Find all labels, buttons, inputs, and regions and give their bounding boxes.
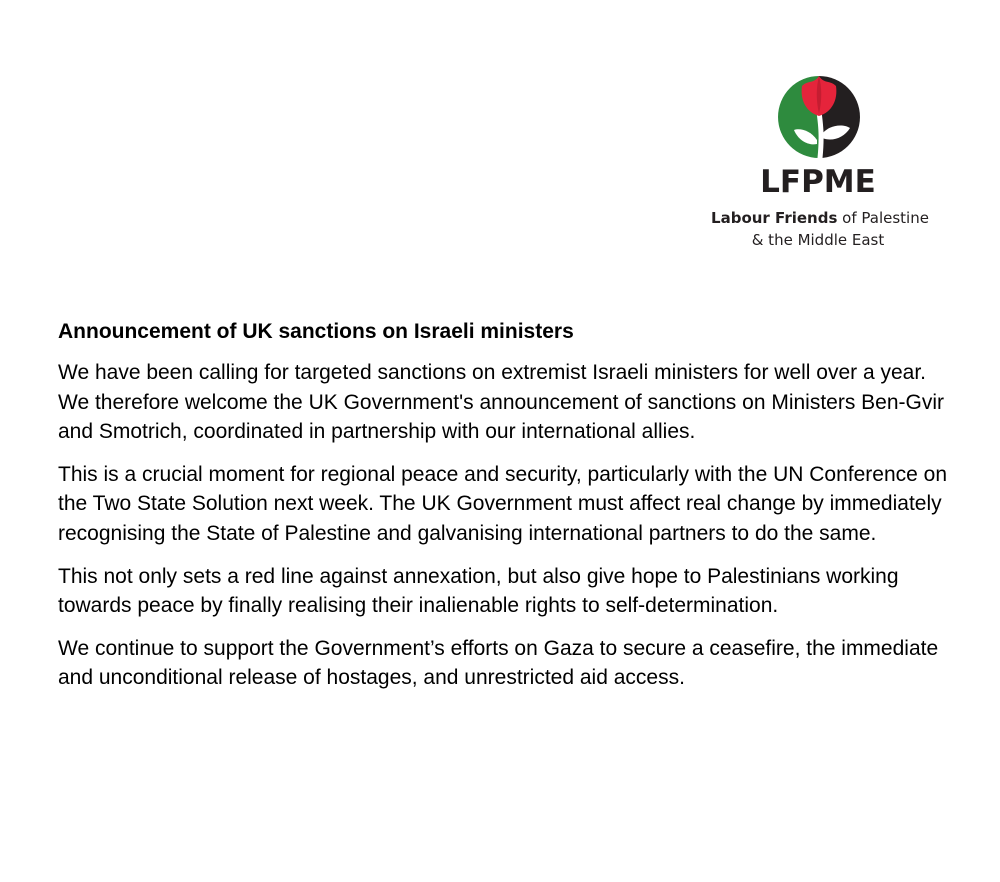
rose-flower-icon (776, 68, 862, 158)
logo-acronym: LFPME (760, 164, 876, 200)
logo-org-name-line2: & the Middle East (751, 231, 885, 249)
statement-paragraph: This not only sets a red line against annexation, but also give hope to Palestinians working towards peace by finally realising their inalienable rights to self-determination. (58, 564, 899, 618)
statement-paragraph: We have been calling for targeted sanctions on extremist Israeli ministers for well over a year. We therefore welcome the UK Government's announcement of sanctions on Ministers Ben-Gvir and Smotrich, coordinated in partnership with our international allies. (58, 361, 945, 444)
logo-org-name-bold: Labour Friends (711, 209, 838, 227)
lfpme-logo (700, 64, 940, 254)
statement-paragraph: We continue to support the Government’s efforts on Gaza to secure a ceasefire, the immediate and unconditional release of hostages, and unrestricted aid access. (58, 636, 939, 690)
statement-body (58, 318, 958, 706)
statement-paragraph: This is a crucial moment for regional peace and security, particularly with the UN Conference on the Two State Solution next week. The UK Government must affect real change by immediately recognising the State of Palestine and galvanising international partners to do the same. (58, 462, 948, 545)
logo-org-name-line1 (700, 208, 940, 228)
statement-title: Announcement of UK sanctions on Israeli ministers (58, 320, 574, 343)
logo-org-name-rest: of Palestine (837, 209, 929, 227)
